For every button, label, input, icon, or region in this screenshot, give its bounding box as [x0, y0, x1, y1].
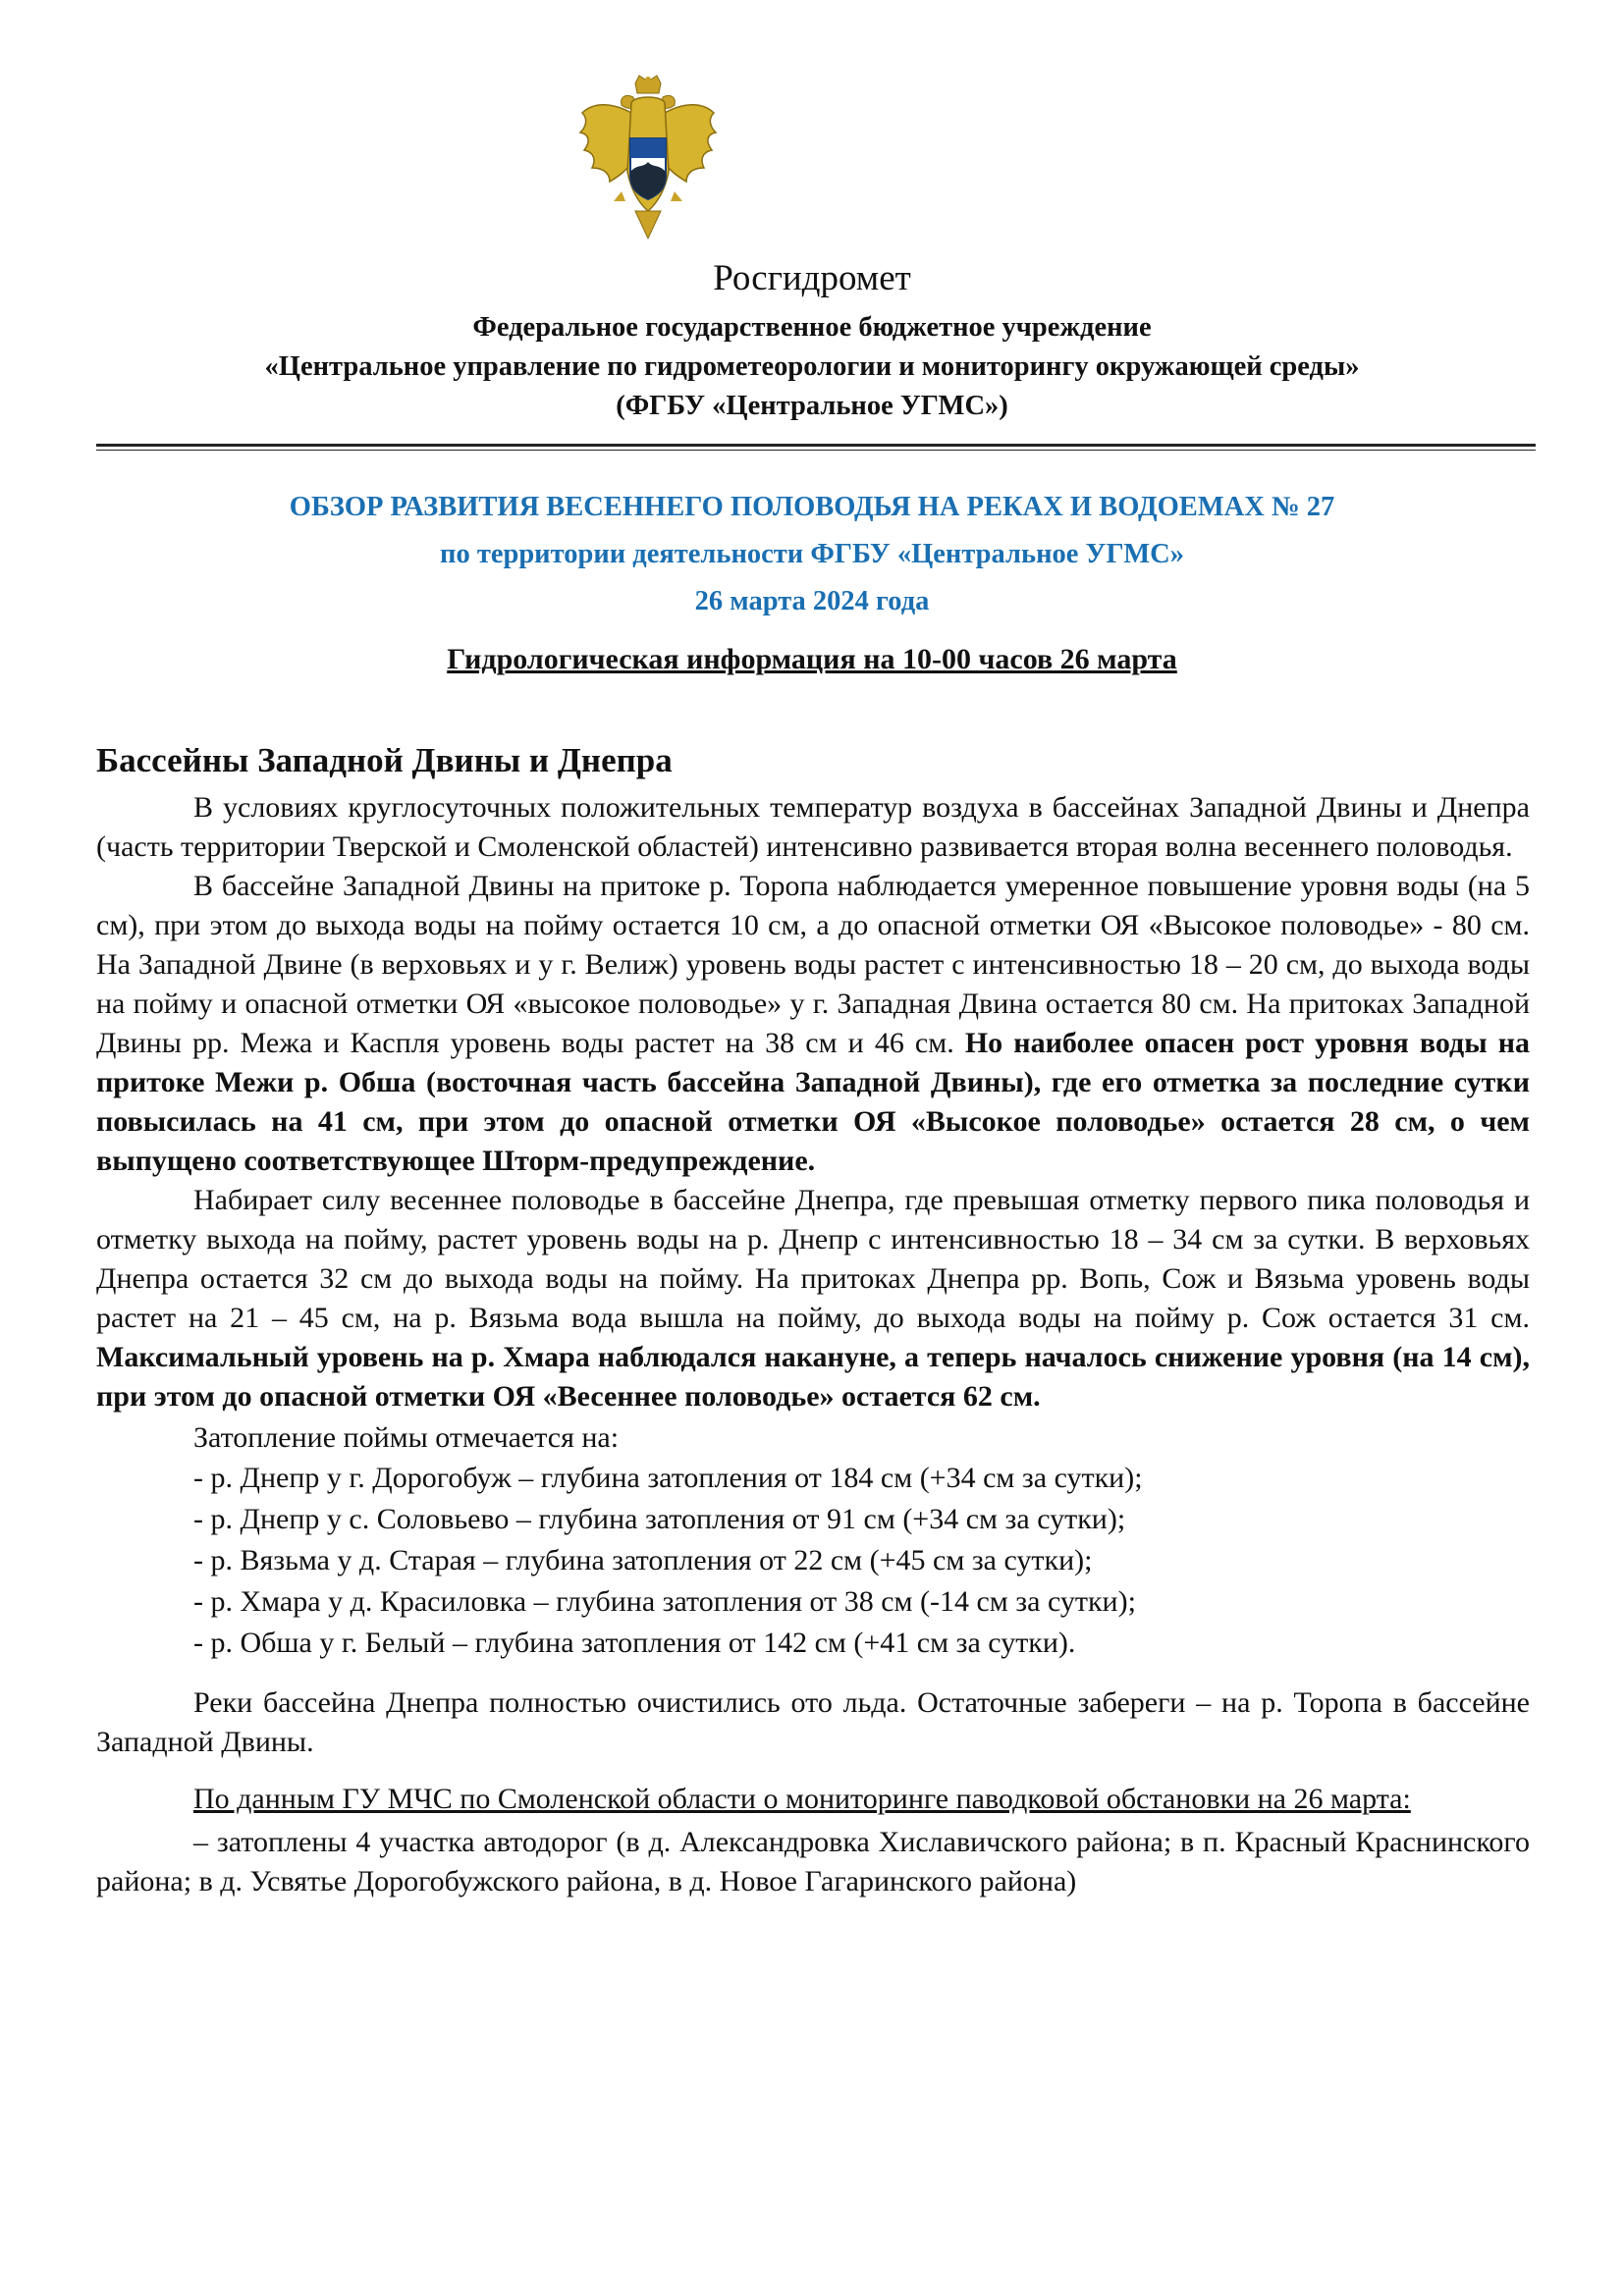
list-item: - р. Обша у г. Белый – глубина затопления от 142 см (+41 см за сутки).: [193, 1627, 1076, 1659]
flood-intro: Затопление поймы отмечается на:: [193, 1421, 620, 1454]
paragraph-conditions: В условиях круглосуточных положительных температур воздуха в бассейнах Западной Двины и Днепра (часть территории Тверской и Смоленской областей) интенсивно развивается вторая волна весеннего половодья.: [96, 791, 1530, 863]
mchs-item: – затоплены 4 участка автодорог (в д. Александровка Хиславичского района; в п. Красный Краснинского района; в д. Усвятье Дорогобужского района, в д. Новое Гагаринского района): [96, 1826, 1530, 1897]
flood-list: [96, 1458, 1530, 1664]
section-body: [96, 788, 1530, 1901]
review-date: 26 марта 2024 года: [694, 586, 930, 616]
header-divider: [96, 444, 1536, 447]
list-item: - р. Днепр у с. Соловьево – глубина затопления от 91 см (+34 см за сутки);: [193, 1503, 1126, 1535]
paragraph-ice: Реки бассейна Днепра полностью очистились ото льда. Остаточные забереги – на р. Торопа в бассейне Западной Двины.: [96, 1686, 1530, 1758]
review-title: ОБЗОР РАЗВИТИЯ ВЕСЕННЕГО ПОЛОВОДЬЯ НА РЕКАХ И ВОДОЕМАХ № 27: [289, 492, 1335, 522]
paragraph-dnepr: [96, 1181, 1530, 1416]
mchs-heading: По данным ГУ МЧС по Смоленской области о мониторинге паводковой обстановки на 26 марта:: [193, 1783, 1411, 1815]
list-item: - р. Хмара у д. Красиловка – глубина затопления от 38 см (-14 см за сутки);: [193, 1585, 1136, 1618]
organization-short-name: (ФГБУ «Центральное УГМС»): [616, 391, 1008, 421]
paragraph-warning-text: Но наиболее опасен рост уровня воды на притоке Межи р. Обша (восточная часть бассейна Западной Двины), где его отметка за последние сутки повысилась на 41 см, при этом до опасной отметки ОЯ «Высокое половодье» остается 28 см, о чем выпущено соответствующее Шторм-предупреждение.: [96, 1027, 1531, 1177]
double-headed-eagle-emblem-icon: [574, 74, 722, 242]
organization-full-name: «Центральное управление по гидрометеорологии и мониторингу окружающей среды»: [264, 351, 1360, 382]
paragraph-text: Набирает силу весеннее половодье в бассейне Днепра, где превышая отметку первого пика половодья и отметку выхода на пойму, растет уровень воды на р. Днепр с интенсивностью 18 – 34 см за сутки. В верховьях Днепра остается 32 см до выхода воды на пойму. На притоках Днепра рр. Вопь, Сож и Вязьма уровень воды растет на 21 – 45 см, на р. Вязьма вода вышла на пойму, до выхода воды на пойму р. Сож остается 31 см.: [96, 1184, 1530, 1334]
organization-type: Федеральное государственное бюджетное учреждение: [472, 312, 1152, 343]
paragraph-warning-text: Максимальный уровень на р. Хмара наблюдался накануне, а теперь началось снижение уровня (на 14 см), при этом до опасной отметки ОЯ «Весеннее половодье» остается 62 см.: [96, 1341, 1530, 1413]
list-item: - р. Вязьма у д. Старая – глубина затопления от 22 см (+45 см за сутки);: [193, 1544, 1093, 1576]
list-item: - р. Днепр у г. Дорогобуж – глубина затопления от 184 см (+34 см за сутки);: [193, 1462, 1143, 1494]
paragraph-text: В бассейне Западной Двины на притоке р. Торопа наблюдается умеренное повышение уровня воды (на 5 см), при этом до выхода воды на пойму остается 10 см, а до опасной отметки ОЯ «Высокое половодье» - 80 см. На Западной Двине (в верховьях и у г. Велиж) уровень воды растет с интенсивностью 18 – 20 см, до выхода воды на пойму и опасной отметки ОЯ «высокое половодье» у г. Западная Двина остается 80 см. На притоках Западной Двины рр. Межа и Каспля уровень воды растет на 38 см и 46 см.: [96, 870, 1530, 1059]
review-subtitle: по территории деятельности ФГБУ «Центральное УГМС»: [440, 539, 1184, 569]
paragraph-zapadnaya-dvina: [96, 867, 1530, 1181]
section-title: Бассейны Западной Двины и Днепра: [96, 741, 673, 779]
hydro-info-heading: Гидрологическая информация на 10-00 часов 26 марта: [447, 643, 1177, 675]
organization-name: Росгидромет: [713, 258, 911, 298]
header-divider-thin: [96, 450, 1536, 451]
